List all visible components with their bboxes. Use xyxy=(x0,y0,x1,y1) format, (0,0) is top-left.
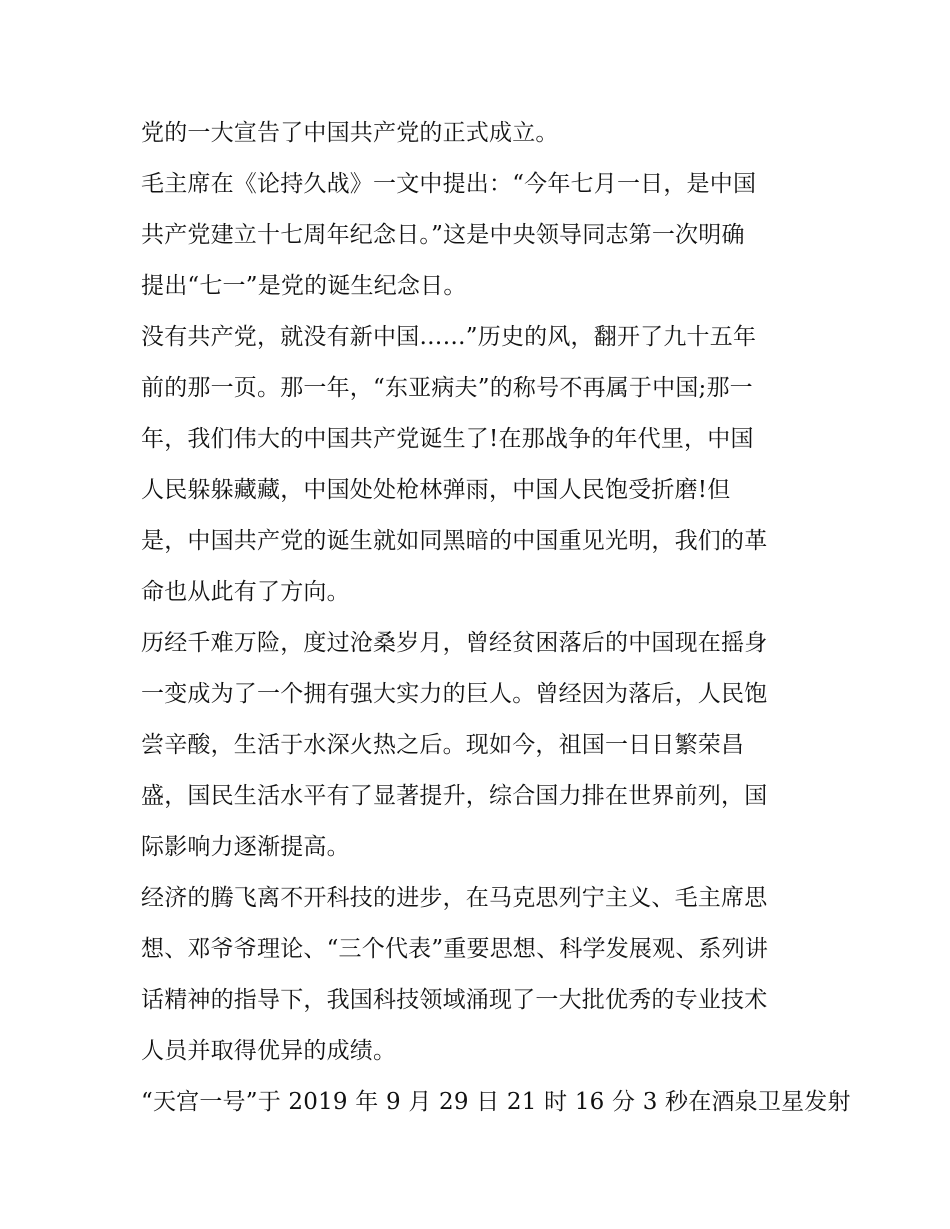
text-line-5: 没有共产党，就没有新中国……”历史的风，翻开了九十五年 xyxy=(141,324,757,350)
text-line-20: “天宫一号”于 2019 年 9 月 29 日 21 时 16 分 3 秒在酒泉卫星发射 xyxy=(141,1089,851,1115)
text-line-1: 党的一大宣告了中国共产党的正式成立。 xyxy=(141,120,559,146)
text-line-19: 人员并取得优异的成绩。 xyxy=(141,1038,397,1064)
document-body xyxy=(141,108,851,1128)
text-line-2: 毛主席在《论持久战》一文中提出：“今年七月一日，是中国 xyxy=(141,171,757,197)
text-line-9: 是，中国共产党的诞生就如同黑暗的中国重见光明，我们的革 xyxy=(141,528,768,554)
text-line-18: 话精神的指导下，我国科技领域涌现了一大批优秀的专业技术 xyxy=(141,987,768,1013)
text-line-16: 经济的腾飞离不开科技的进步，在马克思列宁主义、毛主席思 xyxy=(141,885,768,911)
text-line-13: 尝辛酸，生活于水深火热之后。现如今，祖国一日日繁荣昌 xyxy=(141,732,745,758)
text-line-4: 提出“七一”是党的诞生纪念日。 xyxy=(141,273,467,299)
text-line-8: 人民躲躲藏藏，中国处处枪林弹雨，中国人民饱受折磨!但 xyxy=(141,477,731,503)
text-line-11: 历经千难万险，度过沧桑岁月，曾经贫困落后的中国现在摇身 xyxy=(141,630,768,656)
text-line-10: 命也从此有了方向。 xyxy=(141,579,350,605)
text-line-14: 盛，国民生活水平有了显著提升，综合国力排在世界前列，国 xyxy=(141,783,768,809)
text-line-6: 前的那一页。那一年，“东亚病夫”的称号不再属于中国;那一 xyxy=(141,375,753,401)
text-line-17: 想、邓爷爷理论、“三个代表”重要思想、科学发展观、系列讲 xyxy=(141,936,769,962)
text-line-7: 年，我们伟大的中国共产党诞生了!在那战争的年代里，中国 xyxy=(141,426,754,452)
text-line-12: 一变成为了一个拥有强大实力的巨人。曾经因为落后，人民饱 xyxy=(141,681,768,707)
text-line-3: 共产党建立十七周年纪念日。”这是中央领导同志第一次明确 xyxy=(141,222,745,248)
text-line-15: 际影响力逐渐提高。 xyxy=(141,834,350,860)
